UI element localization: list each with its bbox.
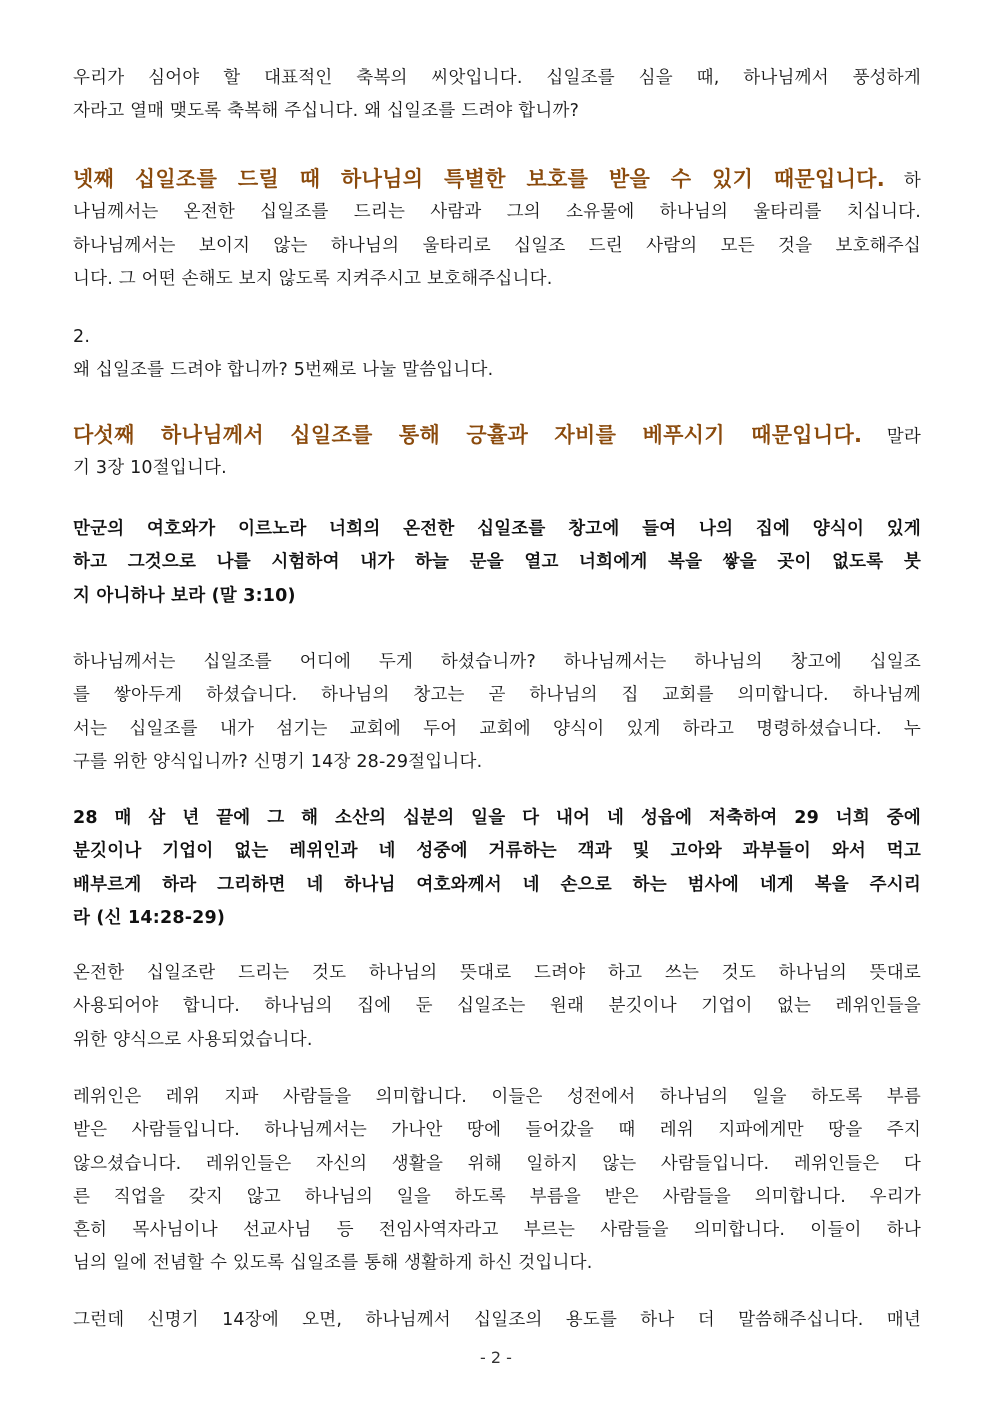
text-line: 하고 그것으로 나를 시험하여 내가 하늘 문을 열고 너희에게 복을 쌓을 곳이 없도록 붓 xyxy=(73,552,921,573)
text-line: 하나님께서는 보이지 않는 하나님의 울타리로 십일조 드린 사람의 모든 것을 보호해주십 xyxy=(73,235,921,256)
paragraph-intro xyxy=(73,62,921,129)
paragraph-fifth-reason xyxy=(73,419,921,486)
page-number: - 2 - xyxy=(480,1348,512,1367)
paragraph-levites xyxy=(73,1081,921,1281)
paragraph-deut-14-use xyxy=(73,1304,921,1337)
text-line: 서는 십일조를 내가 섬기는 교회에 두어 교회에 양식이 있게 하라고 명령하셨습니다. 누 xyxy=(73,718,921,739)
section-heading-fourth: 넷째 십일조를 드릴 때 하나님의 특별한 보호를 받을 수 있기 때문입니다. xyxy=(73,167,886,191)
text-line: 배부르게 하라 그리하면 네 하나님 여호와께서 네 손으로 하는 범사에 네게 복을 주시리 xyxy=(73,874,921,895)
paragraph-section-2 xyxy=(73,321,921,388)
text-line: 자라고 열매 맺도록 축복해 주십니다. 왜 십일조를 드려야 합니까? xyxy=(73,101,580,122)
heading-line xyxy=(73,419,921,452)
text-line: 온전한 십일조란 드리는 것도 하나님의 뜻대로 드려야 하고 쓰는 것도 하나님의 뜻대로 xyxy=(73,963,921,983)
text-line: 위한 양식으로 사용되었습니다. xyxy=(73,1029,313,1050)
text-line: 만군의 여호와가 이르노라 너희의 온전한 십일조를 창고에 들여 나의 집에 양식이 있게 xyxy=(73,519,921,539)
text-line: 않으셨습니다. 레위인들은 자신의 생활을 위해 일하지 않는 사람들입니다. 레위인들은 다 xyxy=(73,1153,921,1174)
heading-tail-text: 말라 xyxy=(862,427,921,447)
text-line: 기 3장 10절입니다. xyxy=(73,458,227,479)
text-line: 그런데 신명기 14장에 오면, 하나님께서 십일조의 용도를 하나 더 말씀해주십니다. 매년 xyxy=(73,1310,921,1330)
text-line: 나님께서는 온전한 십일조를 드리는 사람과 그의 소유물에 하나님의 울타리를 치십니다. xyxy=(73,202,921,223)
text-line: 흔히 목사님이나 선교사님 등 전임사역자라고 부르는 사람들을 의미합니다. 이들이 하나 xyxy=(73,1220,921,1241)
text-line: 니다. 그 어떤 손해도 보지 않도록 지켜주시고 보호해주십니다. xyxy=(73,268,553,289)
text-line: 를 쌓아두게 하셨습니다. 하나님의 창고는 곧 하나님의 집 교회를 의미합니다. 하나님께 xyxy=(73,685,921,706)
text-line: 사용되어야 합니다. 하나님의 집에 둔 십일조는 원래 분깃이나 기업이 없는 레위인들을 xyxy=(73,996,921,1017)
text-line: 분깃이나 기업이 없는 레위인과 네 성중에 거류하는 객과 및 고아와 과부들이 와서 먹고 xyxy=(73,841,921,862)
paragraph-storehouse xyxy=(73,646,921,779)
text-line: 우리가 심어야 할 대표적인 축복의 씨앗입니다. 십일조를 심을 때, 하나님께서 풍성하게 xyxy=(73,68,921,88)
paragraph-fourth-reason xyxy=(73,163,921,296)
text-line: 레위인은 레위 지파 사람들을 의미합니다. 이들은 성전에서 하나님의 일을 하도록 부름 xyxy=(73,1087,921,1107)
text-line: 님의 일에 전념할 수 있도록 십일조를 통해 생활하게 하신 것입니다. xyxy=(73,1253,593,1274)
text-line: 지 아니하나 보라 (말 3:10) xyxy=(73,585,296,606)
text-line: 왜 십일조를 드려야 합니까? 5번째로 나눌 말씀입니다. xyxy=(73,360,494,381)
text-line: 받은 사람들입니다. 하나님께서는 가나안 땅에 들어갔을 때 레위 지파에게만 땅을 주지 xyxy=(73,1120,921,1141)
heading-line xyxy=(73,163,921,196)
text-line: 라 (신 14:28-29) xyxy=(73,907,226,928)
section-heading-fifth: 다섯째 하나님께서 십일조를 통해 긍휼과 자비를 베푸시기 때문입니다. xyxy=(73,423,863,447)
text-line: 구를 위한 양식입니까? 신명기 14장 28-29절입니다. xyxy=(73,751,483,772)
section-number: 2. xyxy=(73,327,91,347)
text-line: 하나님께서는 십일조를 어디에 두게 하셨습니까? 하나님께서는 하나님의 창고에 십일조 xyxy=(73,652,921,672)
scripture-quote-deuteronomy xyxy=(73,802,921,935)
paragraph-whole-tithe xyxy=(73,957,921,1057)
scripture-quote-malachi xyxy=(73,513,921,613)
text-line: 른 직업을 갖지 않고 하나님의 일을 하도록 부름을 받은 사람들을 의미합니다. 우리가 xyxy=(73,1186,921,1207)
heading-tail-text: 하 xyxy=(885,171,921,191)
text-line: 28 매 삼 년 끝에 그 해 소산의 십분의 일을 다 내어 네 성읍에 저축하여 29 너희 중에 xyxy=(73,808,921,828)
